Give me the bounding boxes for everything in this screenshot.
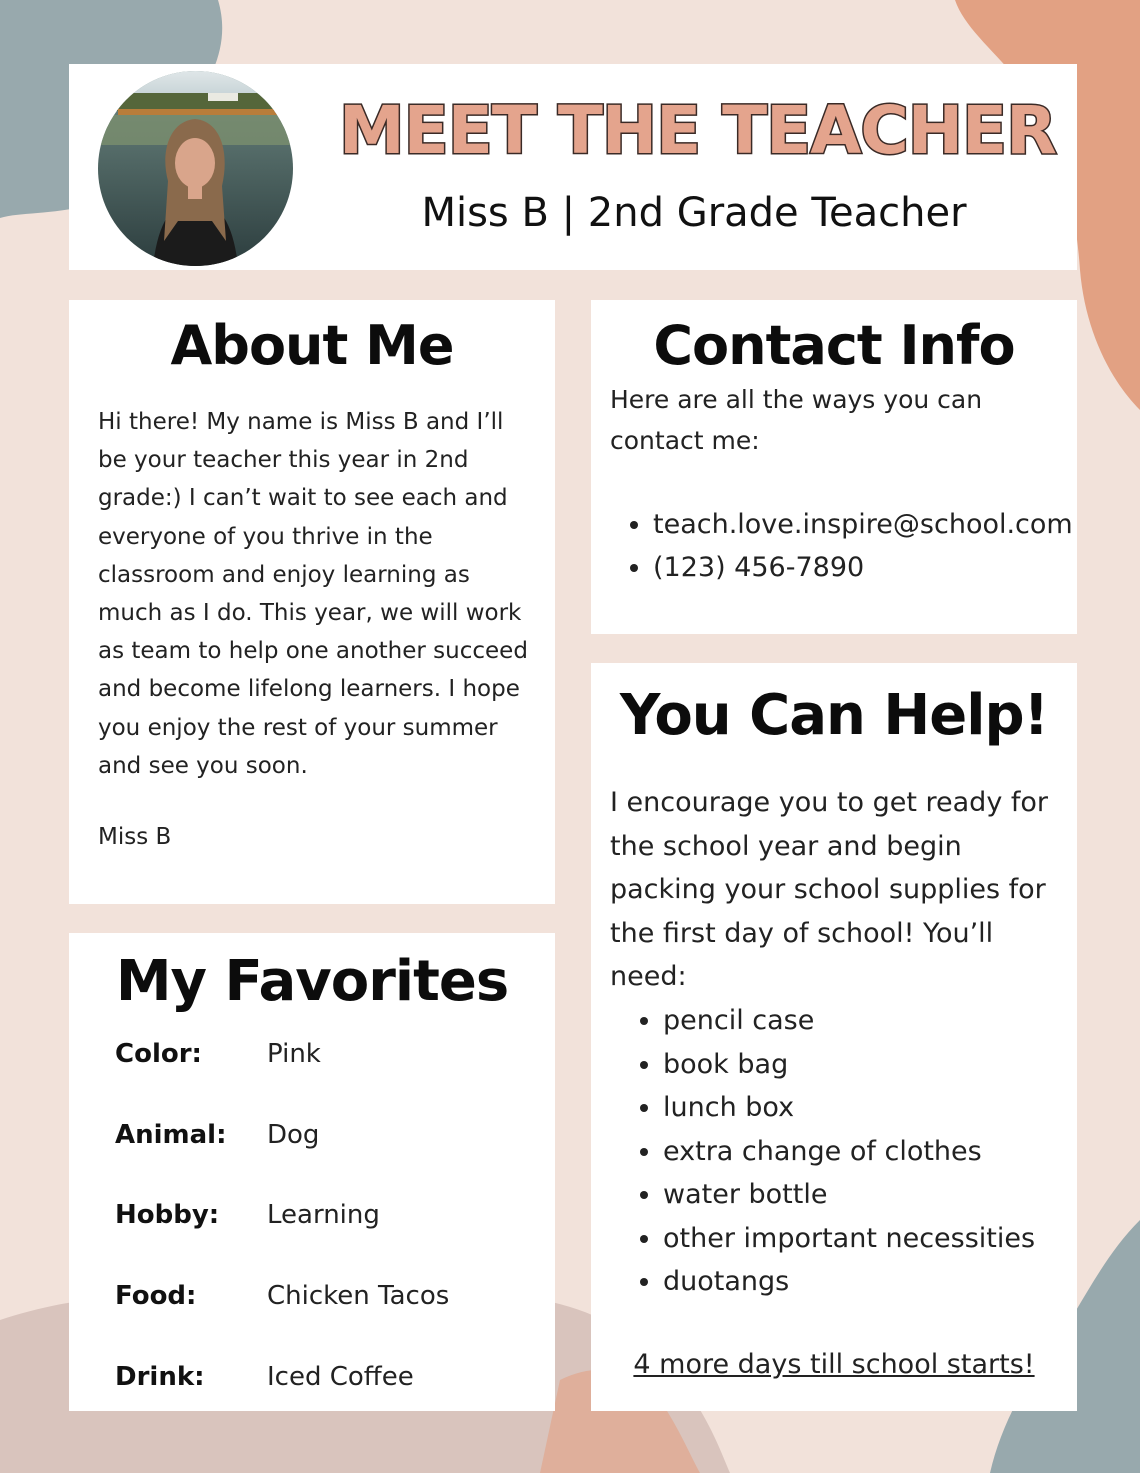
list-item: • lunch box (663, 1086, 1035, 1130)
list-item: • extra change of clothes (663, 1130, 1035, 1174)
favorite-label: Hobby: (115, 1200, 220, 1230)
favorites-card (69, 933, 555, 1411)
contact-card (591, 300, 1077, 634)
header-card (69, 64, 1077, 270)
contact-phone[interactable]: • (123) 456-7890 (653, 546, 1073, 589)
page-title: MEET THE TEACHER (339, 92, 1056, 169)
list-item: • other important necessities (663, 1217, 1035, 1261)
countdown-link[interactable]: 4 more days till school starts! (633, 1349, 1035, 1380)
help-heading: You Can Help! (619, 683, 1049, 748)
about-heading: About Me (170, 314, 454, 377)
favorite-label: Color: (115, 1039, 202, 1069)
teacher-subtitle: Miss B | 2nd Grade Teacher (421, 190, 967, 236)
contact-intro: Here are all the ways you can contact me: (610, 385, 983, 455)
favorite-label: Drink: (115, 1362, 205, 1392)
about-body: Hi there! My name is Miss B and I’ll be your teacher this year in 2nd grade:) I can’t wait to see each and everyone of you thrive in the classroom and enjoy learning as much as I do. This year, we will work as team to help one another succeed and become lifelong learners. I hope you enjoy the rest of your summer and see you soon. (98, 409, 528, 779)
list-item: • pencil case (663, 999, 1035, 1043)
contact-email[interactable]: • teach.love.inspire@school.com (653, 503, 1073, 546)
favorite-label: Animal: (115, 1120, 227, 1150)
help-card (591, 663, 1077, 1411)
list-item: • book bag (663, 1043, 1035, 1087)
teacher-photo (98, 71, 293, 266)
favorite-value: Dog (267, 1120, 320, 1150)
list-item: • water bottle (663, 1173, 1035, 1217)
favorite-value: Learning (267, 1200, 380, 1230)
list-item: • duotangs (663, 1260, 1035, 1304)
favorite-label: Food: (115, 1281, 197, 1311)
supply-list (637, 999, 1035, 1304)
favorite-value: Chicken Tacos (267, 1281, 450, 1311)
about-signature: Miss B (98, 824, 172, 850)
favorites-heading: My Favorites (115, 949, 509, 1014)
help-intro: I encourage you to get ready for the school year and begin packing your school supplies for the first day of school! You’ll need: (610, 787, 1049, 992)
favorite-value: Iced Coffee (267, 1362, 414, 1392)
contact-list (627, 503, 1073, 589)
favorite-value: Pink (267, 1039, 321, 1069)
about-card (69, 300, 555, 904)
contact-heading: Contact Info (653, 314, 1015, 377)
